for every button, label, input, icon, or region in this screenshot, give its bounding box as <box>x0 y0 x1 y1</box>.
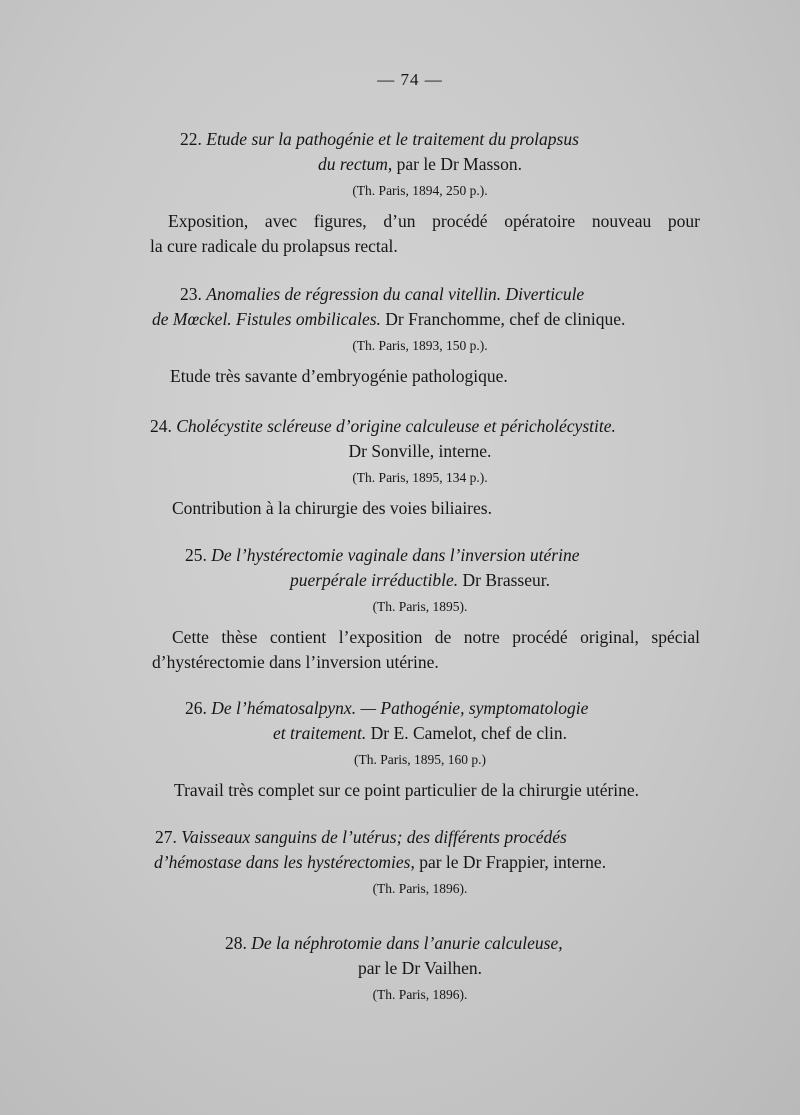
desc-line: d’hystérectomie dans l’inversion utérine. <box>152 652 439 672</box>
entry-description <box>140 778 700 803</box>
entry-title-line <box>140 825 700 850</box>
entry-reference: (Th. Paris, 1896). <box>372 881 468 896</box>
entry-reference: (Th. Paris, 1895, 160 p.) <box>354 752 486 767</box>
entry-title-cont: d’hémostase dans les hystérectomies <box>154 852 411 872</box>
entry-title-cont: de Mœckel. Fistules ombilicales. <box>152 309 381 329</box>
entry-author: , par le Dr Frappier, interne. <box>410 852 607 872</box>
desc-line: Etude très savante d’embryogénie pathologique. <box>170 366 508 386</box>
entry-description <box>140 496 700 521</box>
entry-reference: (Th. Paris, 1895). <box>372 599 468 614</box>
entry-reference: (Th. Paris, 1895, 134 p.). <box>352 470 488 485</box>
desc-line: Exposition, avec figures, d’un procédé opératoire nouveau pour <box>168 211 700 231</box>
entry-22 <box>140 127 700 259</box>
desc-line: Travail très complet sur ce point particulier de la chirurgie utérine. <box>174 780 640 800</box>
entry-title-line <box>140 282 700 307</box>
desc-line: Cette thèse contient l’exposition de notre procédé original, spécial <box>172 627 700 647</box>
entry-title: Etude sur la pathogénie et le traitement du prolapsus <box>206 129 579 149</box>
entry-author: Dr Franchomme, chef de clinique. <box>380 309 626 329</box>
entry-title-line <box>140 696 700 721</box>
entry-reference: (Th. Paris, 1894, 250 p.). <box>352 183 488 198</box>
entry-author: Dr E. Camelot, chef de clin. <box>366 723 567 743</box>
entry-title-line <box>140 956 700 981</box>
entry-number: 26. <box>185 698 207 718</box>
entry-description <box>140 625 700 675</box>
entry-description <box>140 209 700 259</box>
entry-author: Dr Sonville, interne. <box>348 441 492 461</box>
entry-27 <box>140 825 700 899</box>
entry-title-line <box>140 721 700 746</box>
entry-number: 22. <box>180 129 202 149</box>
desc-line: Contribution à la chirurgie des voies biliaires. <box>172 498 492 518</box>
page-number: — 74 — <box>377 70 443 89</box>
entry-title-cont: du rectum <box>318 154 388 174</box>
entry-number: 23. <box>180 284 202 304</box>
entry-number: 25. <box>185 545 207 565</box>
entry-title-cont: et traitement. <box>272 723 367 743</box>
entry-title-line <box>140 307 700 332</box>
entry-title: Cholécystite scléreuse d’origine calculeuse et péricholécystite. <box>176 416 616 436</box>
entry-title: De l’hématosalpynx. — Pathogénie, symptomatologie <box>211 698 589 718</box>
entry-26 <box>140 696 700 803</box>
entry-author: , par le Dr Masson. <box>387 154 522 174</box>
entry-number: 27. <box>155 827 177 847</box>
desc-line: la cure radicale du prolapsus rectal. <box>150 236 398 256</box>
entry-title: Anomalies de régression du canal vitellin. Diverticule <box>206 284 585 304</box>
entry-number: 24. <box>150 416 172 436</box>
entry-25 <box>140 543 700 675</box>
entry-title-line <box>140 439 700 464</box>
entry-reference: (Th. Paris, 1896). <box>372 987 468 1002</box>
entry-28 <box>140 931 700 1005</box>
entry-23 <box>140 282 700 389</box>
entry-title-line <box>140 152 700 177</box>
entry-reference: (Th. Paris, 1893, 150 p.). <box>352 338 488 353</box>
entry-title-line <box>140 931 700 956</box>
entry-author: Dr Brasseur. <box>458 570 550 590</box>
entry-title: De la néphrotomie dans l’anurie calculeuse, <box>251 933 563 953</box>
entry-description <box>140 364 700 389</box>
entry-title-line <box>140 850 700 875</box>
entry-title-line <box>140 414 700 439</box>
entry-title-cont: puerpérale irréductible. <box>289 570 459 590</box>
entry-title-line <box>140 543 700 568</box>
entry-24 <box>140 414 700 521</box>
entry-title: De l’hystérectomie vaginale dans l’inversion utérine <box>211 545 580 565</box>
entry-title-line <box>140 127 700 152</box>
entry-title-line <box>140 568 700 593</box>
entry-author: par le Dr Vailhen. <box>357 958 483 978</box>
entry-number: 28. <box>225 933 247 953</box>
entry-title: Vaisseaux sanguins de l’utérus; des différents procédés <box>181 827 567 847</box>
